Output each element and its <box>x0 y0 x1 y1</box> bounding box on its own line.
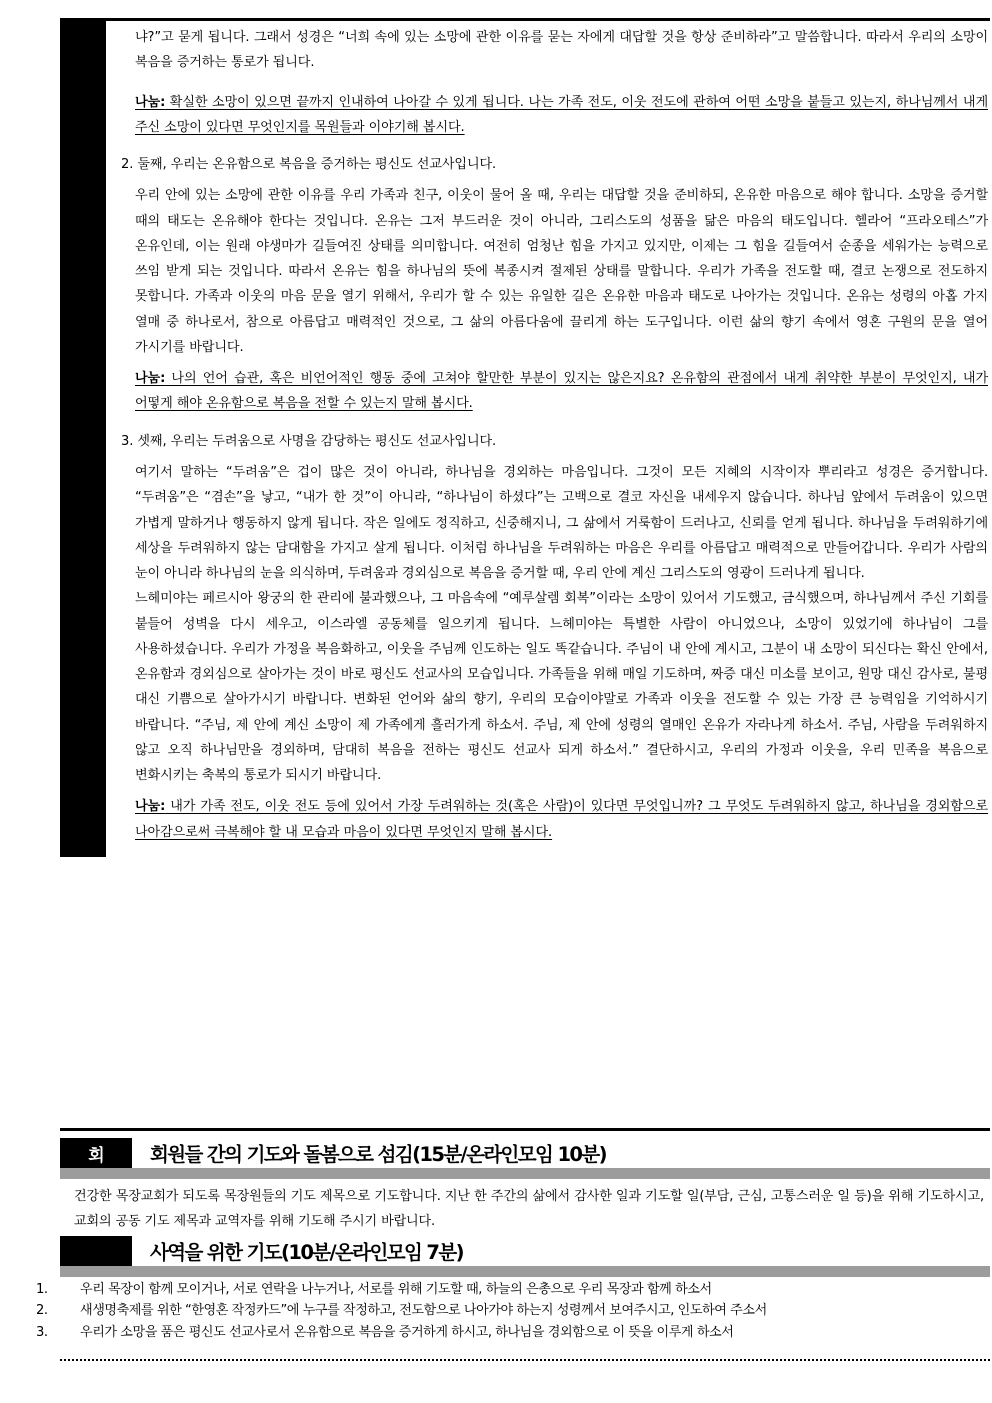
share-text-2: 나의 언어 습관, 혹은 비언어적인 행동 중에 고쳐야 할만한 부분이 있지는 않은지요? 온유함의 관점에서 내게 취약한 부분이 무엇인지, 내가 어떻게 해야 온유함으로 복음을 전할 수 있는지 말해 봅시다. <box>135 371 988 412</box>
share-label-2: 나눔: <box>135 371 166 387</box>
lesson-point-2-title: 둘째, 우리는 온유함으로 복음을 증거하는 평신도 선교사입니다. <box>137 157 497 173</box>
section-care-title: 회원들 간의 기도와 돌봄으로 섬김(15분/온라인모임 10분) <box>150 1143 606 1166</box>
lesson-point-3-body-second: 느헤미야는 페르시아 왕궁의 한 관리에 불과했으나, 그 마음속에 “예루살렘 회복”이라는 소망이 있어서 기도했고, 금식했으며, 하나님께서 주신 기회를 붙들어 성벽을 다시 세우고, 이스라엘 공동체를 일으키게 됩니다. 느헤미야는 특별한 사람이 아니었으나, 소망이 있었기에 하나님이 그를 사용하셨습니다. 우리가 가정을 복음화하고, 이웃을 주님께 인도하는 일도 똑같습니다. 주님이 내 안에 계시고, 그분이 내 소망이 되신다는 확신 안에서, 온유함과 경외심으로 살아가는 것이 바로 평신도 선교사의 모습입니다. 가족들을 위해 매일 기도하며, 짜증 대신 미소를 보이고, 원망 대신 감사로, 불평 대신 기쁨으로 살아가시기 바랍니다. 변화된 언어와 삶의 향기, 우리의 모습이야말로 가족과 이웃을 전도할 수 있는 가장 큰 능력임을 기억하시기 바랍니다. “주님, 제 안에 계신 소망이 제 가족에게 흘러가게 하소서. 주님, 제 안에 성령의 열매인 온유가 자라나게 하소서. 주님, 사람을 두려워하지 않고 오직 하나님만을 경외하며, 담대히 복음을 전하는 평신도 선교사 되게 하소서.” 결단하시고, 우리의 가정과 이웃을, 우리 민족을 복음으로 변화시키는 축복의 통로가 되시기 바랍니다. <box>135 591 988 784</box>
share-text-1: 확실한 소망이 있으면 끝까지 인내하여 나아갈 수 있게 됩니다. 나는 가족 전도, 이웃 전도에 관하여 어떤 소망을 붙들고 있는지, 하나님께서 내게 주신 소망이 있다면 무엇인지를 목원들과 이야기해 봅시다. <box>135 94 988 135</box>
bottom-dotted-divider <box>60 1359 990 1361</box>
lesson-point-2-heading <box>121 152 988 177</box>
lesson-point-2-number: 2. <box>121 157 134 173</box>
lesson-body-inner <box>60 21 990 857</box>
section-ministry-badge <box>60 1236 132 1266</box>
share-label-1: 나눔: <box>135 94 166 110</box>
share-prompt-3 <box>121 794 988 845</box>
lesson-point-3-title: 셋째, 우리는 두려움으로 사명을 감당하는 평신도 선교사입니다. <box>137 433 497 449</box>
list-item-text: 우리가 소망을 품은 평신도 선교사로서 온유함으로 복음을 증거하게 하시고, 하나님을 경외함으로 이 뜻을 이루게 하소서 <box>80 1324 734 1340</box>
section-care-gray-rule <box>60 1168 990 1179</box>
list-item <box>36 1279 990 1300</box>
share-text-3: 내가 가족 전도, 이웃 전도 등에 있어서 가장 두려워하는 것(혹은 사람)이 있다면 무엇입니까? 그 무엇도 두려워하지 않고, 하나님을 경외함으로 나아감으로써 극복해야 할 내 모습과 마음이 있다면 무엇인지 말해 봅시다. <box>135 799 988 840</box>
lesson-point-3-body-first: 여기서 말하는 “두려움”은 겁이 많은 것이 아니라, 하나님을 경외하는 마음입니다. 그것이 모든 지혜의 시작이자 뿌리라고 성경은 증거합니다. “두려움”은 “겸손”을 낳고, “내가 한 것”이 아니라, “하나님이 하셨다”는 고백으로 결코 자신을 내세우지 않습니다. 하나님 앞에서 두려움이 있으면 가볍게 말하거나 행동하지 않게 됩니다. 작은 일에도 정직하고, 신중해지니, 그 삶에서 거룩함이 드러나고, 신뢰를 얻게 됩니다. 하나님을 두려워하기에 세상을 두려워하지 않는 담대함을 가지고 살게 됩니다. 이처럼 하나님을 두려워하는 마음은 우리를 아름답고 매력적으로 만들어갑니다. 우리가 사람의 눈이 아니라 하나님의 눈을 의식하며, 두려움과 경외심으로 복음을 증거할 때, 우리 안에 계신 그리스도의 영광이 드러나게 됩니다. <box>135 464 988 582</box>
section-ministry-header <box>60 1236 990 1266</box>
lesson-body-content <box>106 21 990 857</box>
list-item <box>36 1300 990 1321</box>
lesson-point-2-body: 우리 안에 있는 소망에 관한 이유를 우리 가족과 친구, 이웃이 물어 올 때, 우리는 대답할 것을 준비하되, 온유한 마음으로 해야 합니다. 소망을 증거할 때의 태도는 온유해야 한다는 것입니다. 온유는 그저 부드러운 것이 아니라, 그리스도의 성품을 닮은 마음의 태도입니다. 헬라어 “프라오테스”가 온유인데, 이는 원래 야생마가 길들여진 상태를 의미합니다. 여전히 엄청난 힘을 가지고 있지만, 이제는 그 힘을 길들여서 순종을 세워가는 능력으로 쓰임 받게 되는 것입니다. 따라서 온유는 힘을 하나님의 뜻에 복종시켜 절제된 상태를 말합니다. 우리가 가족을 전도할 때, 결코 논쟁으로 전도하지 못합니다. 가족과 이웃의 마음 문을 열기 위해서, 우리가 할 수 있는 유일한 길은 온유한 마음과 태도로 나아가는 것입니다. 온유는 성령의 아홉 가지 열매 중 하나로서, 참으로 아름답고 매력적인 것으로, 그 삶의 아름다움에 끌리게 하는 도구입니다. 이런 삶의 향기 속에서 영혼 구원의 문을 열어 가시기를 바랍니다. <box>135 188 988 355</box>
lesson-point-3-number: 3. <box>121 433 134 449</box>
list-item-number: 1. <box>36 1282 48 1298</box>
share-label-3: 나눔: <box>135 799 166 815</box>
spacer <box>121 76 988 84</box>
share-prompt-1 <box>121 90 988 141</box>
list-item-text: 우리 목장이 함께 모이거나, 서로 연락을 나누거나, 서로를 위해 기도할 때, 하늘의 은총으로 우리 목장과 함께 하소서 <box>80 1282 712 1298</box>
list-item-number: 3. <box>36 1324 48 1340</box>
left-black-gutter-bar <box>60 21 106 857</box>
section-care-body: 건강한 목장교회가 되도록 목장원들의 기도 제목으로 기도합니다. 지난 한 주간의 삶에서 감사한 일과 기도할 일(부담, 근심, 고통스러운 일 등)을 위해 기도하시고, 교회의 공동 기도 제목과 교역자를 위해 기도해 주시기 바랍니다. <box>74 1189 984 1230</box>
list-item-number: 2. <box>36 1303 48 1319</box>
lesson-point-3-heading <box>121 429 988 454</box>
section-care-badge: 회 <box>60 1138 132 1168</box>
lesson-paragraph-continuation: 냐?”고 묻게 됩니다. 그래서 성경은 “너희 속에 있는 소망에 관한 이유를 묻는 자에게 대답할 것을 항상 준비하라”고 말씀합니다. 따라서 우리의 소망이 복음을 증거하는 통로가 됩니다. <box>135 30 988 71</box>
list-item <box>36 1322 990 1343</box>
section-ministry-gray-rule <box>60 1266 990 1277</box>
section-ministry-title: 사역을 위한 기도(10분/온라인모임 7분) <box>150 1241 463 1265</box>
ministry-prayer-list <box>36 1277 990 1343</box>
section-care-header <box>60 1138 990 1168</box>
lesson-body-block <box>60 18 990 857</box>
lower-sections-block <box>36 1128 990 1343</box>
list-item-text: 새생명축제를 위한 “한영혼 작정카드”에 누구를 작정하고, 전도함으로 나아가야 하는지 성령께서 보여주시고, 인도하여 주소서 <box>80 1303 767 1319</box>
share-prompt-2 <box>121 366 988 417</box>
